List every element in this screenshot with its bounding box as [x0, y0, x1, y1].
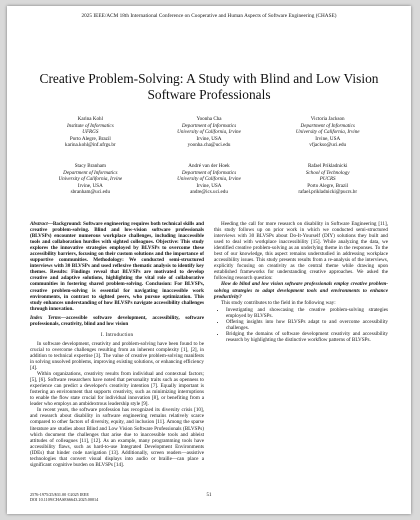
author-block: [31, 116, 150, 149]
doi-line[interactable]: DOI 10.1109/CHASE66643.2025.00014: [30, 497, 99, 502]
author-affiliation: School of Technology: [305, 169, 350, 176]
author-org: University of California, Irvine: [295, 129, 360, 136]
author-location: Porto Alegre, Brazil: [307, 182, 349, 189]
body-paragraph: In software development, creativity and problem-solving have been found to be crucial to overcome challenges resulting from an inherent complexity [1], [2], in addition to technical expertise [3]. The value of creative problem-solving manifests in solving unsolved problems, improving existing solutions, or enhancing efficiency [4].: [30, 340, 204, 372]
paper-title: Creative Problem-Solving: A Study with Blind and Low Vision Software Professionals: [39, 71, 379, 102]
body-paragraph: In recent years, the software profession has recognized its diversity crisis [10], and research about disability in software engineering remains relatively scarce compared to other factors of diversity, equity, and inclusion [11]. Among the sparse literature are studies about Blind and Low Vision Software Professionals (BLVSPs) which document the challenges that arise due to inaccessible tools and ableist attitudes of colleagues [11], [12]. As an example, many programming tools have accessibility flaws, such as hard-to-use Integrated Development Environments (IDEs) that hinder code navigation [13]. Additionally, screen readers—assistive technologies that convert visual displays into audio or braille—can place a significant cognitive burden on BLVSPs [14].: [30, 407, 204, 468]
author-block: [268, 163, 387, 196]
list-item: • Bridging the domains of software development creativity and accessibility research by highlighting the distinctive workflow patterns of BLVSPs.: [226, 331, 388, 343]
author-affiliation: Department of Informatics: [63, 169, 118, 176]
author-email[interactable]: vfjackso@uci.edu: [309, 142, 347, 149]
abstract: [30, 221, 204, 312]
research-question: How do blind and low vision software professionals employ creative problem-solving strategies to adapt development tools and environments to enhance productivity?: [214, 281, 388, 300]
author-location: Porto Alegre, Brazil: [69, 135, 111, 142]
author-email[interactable]: karina.kohl@inf.ufrgs.br: [65, 142, 116, 149]
author-org: PUCRS: [319, 176, 336, 183]
author-org: University of California, Irvine: [58, 176, 123, 183]
list-item: • Investigating and showcasing the creative problem-solving strategies employed by BLVSPs.: [226, 307, 388, 319]
page-number: 51: [206, 493, 212, 498]
abstract-text: —Background: Software engineering requires both technical skills and creative problem-solving. Blind and low-vision software professionals (BLVSPs) encounter numerous workplace challenges, including inaccessible tools and collaboration hurdles with sighted colleagues. Objective: This study explores the innovative strategies employed by BLVSPs to overcome these accessibility barriers, focusing on their custom solutions and the importance of supportive communities. Methodology: We conducted semi-structured interviews with 30 BLVSPs and used reflexive thematic analysis to identify key themes. Results: Findings reveal that BLVSPs are motivated to develop creative and adaptive solutions, highlighting the vital role of collaborative communities in fostering shared problem-solving. Conclusion: For BLVSPs, creative problem-solving is essential for navigating inaccessible work environments, in contrast to sighted peers, who pursue optimization. This study enhances understanding of how BLVSPs navigate accessibility challenges through innovation.: [30, 221, 204, 312]
left-column: [30, 221, 204, 468]
author-location: Irvine, USA: [196, 135, 222, 142]
conference-header: 2025 IEEE/ACM 18th International Conference on Cooperative and Human Aspects of Software Engineering (CHASE): [81, 13, 337, 19]
paper-page: [7, 6, 411, 514]
body-paragraph: Heeding the call for more research on disability in Software Engineering [11], this study follows up on prior work in which we conducted semi-structured interviews with 30 BLVSPs about Do-It-Yourself (DIY) solutions they built and used to deal with workplace inaccessibility [15]. While analyzing the data, we identified creative problem-solving as an underlying theme in the responses. To the best of our knowledge, this aspect remains understudied in addressing workplace accessibility issues. This study presents results from a re-analysis of the interviews, explicitly focusing on creativity as the central theme while drawing upon established frameworks for understanding creative approaches. We asked the following research question:: [214, 221, 388, 282]
abstract-label: Abstract: [30, 221, 48, 227]
author-email[interactable]: sbranham@uci.edu: [70, 189, 111, 196]
author-block: [268, 116, 387, 149]
isbn-line: 2576-1975/25/$31.00 ©2025 IEEE: [30, 492, 89, 497]
index-terms-text: —accessible software development, accessibility, software professionals, creativity, blind and low vision: [30, 314, 205, 327]
author-org: University of California, Irvine: [177, 129, 241, 136]
author-name: Stacy Branham: [74, 163, 106, 169]
author-name: Yoonha Cha: [196, 116, 222, 122]
author-location: Irvine, USA: [77, 182, 103, 189]
author-email[interactable]: yoonha.cha@uci.edu: [187, 142, 231, 149]
author-block: [150, 163, 269, 196]
author-name: André van der Hoek: [188, 163, 230, 169]
contributions-list: [214, 307, 388, 343]
right-column: [214, 221, 388, 343]
list-item: • Offering insights into how BLVSPs adapt to and overcome accessibility challenges.: [226, 319, 388, 331]
author-block: [31, 163, 150, 196]
author-affiliation: Department of Informatics: [181, 169, 237, 176]
author-email[interactable]: andre@ics.uci.edu: [190, 189, 228, 196]
author-org: UFRGS: [82, 129, 99, 136]
author-org: University of California, Irvine: [177, 176, 241, 183]
contributions-intro: This study contributes to the field in the following way:: [221, 299, 336, 306]
index-terms: [30, 315, 204, 327]
author-name: Victoria Jackson: [310, 116, 345, 122]
section-heading: I. Introduction: [100, 331, 134, 338]
author-location: Irvine, USA: [196, 182, 222, 189]
author-row: [31, 116, 387, 149]
index-terms-label: Index Terms: [30, 314, 61, 321]
author-affiliation: Department of Informatics: [181, 122, 237, 129]
author-name: Karina Kohl: [77, 116, 103, 122]
author-affiliation: Institute of Informatics: [66, 122, 114, 129]
author-block: [150, 116, 269, 149]
author-row: [31, 163, 387, 196]
author-email[interactable]: rafael.prikladnicki@pucrs.br: [298, 189, 358, 196]
author-name: Rafael Prikladnicki: [307, 163, 348, 169]
author-affiliation: Department of Informatics: [300, 122, 355, 129]
body-paragraph: Within organizations, creativity results from individual and contextual factors; [5], [6]. Software researchers have noted that personality traits such as openness to experience can predict a developer's creativity intention [7]. Equally important is fostering an environment that supports creativity, such as minimizing interruptions to enable the flow state crucial for individual innovation [8], or benefiting from a leader who employs an ambidextrous leadership style [9].: [30, 371, 204, 408]
author-location: Irvine, USA: [315, 135, 341, 142]
